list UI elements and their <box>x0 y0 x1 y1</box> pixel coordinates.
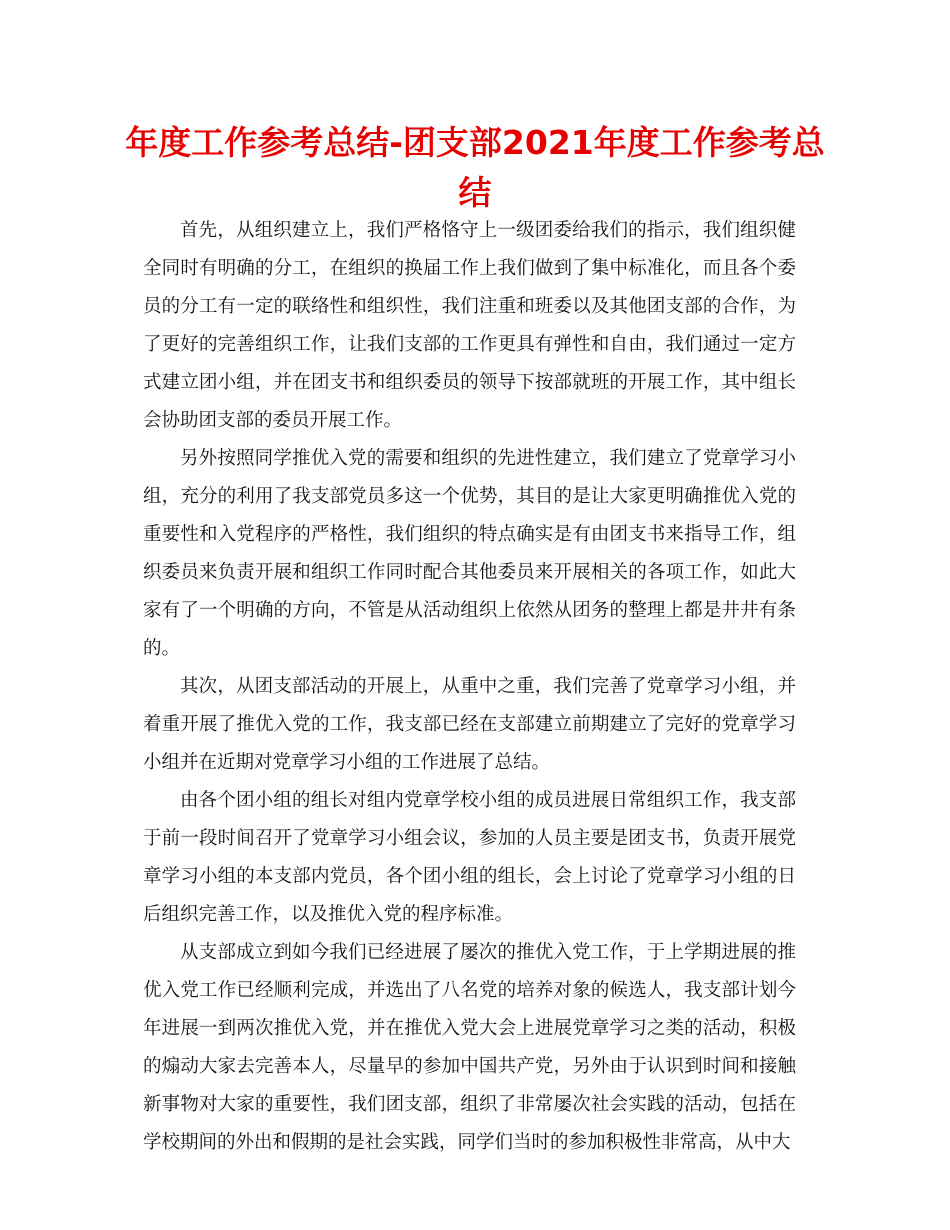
paragraph: 另外按照同学推优入党的需要和组织的先进性建立，我们建立了党章学习小组，充分的利用了我支部党员多这一个优势，其目的是让大家更明确推优入党的重要性和入党程序的严格性，我们组织的特点确实是有由团支书来指导工作，组织委员来负责开展和组织工作同时配合其他委员来开展相关的各项工作，如此大家有了一个明确的方向，不管是从活动组织上依然从团务的整理上都是井井有条的。 <box>143 448 796 659</box>
document-title: 年度工作参考总结-团支部2021年度工作参考总结 <box>125 123 825 212</box>
paragraph: 首先，从组织建立上，我们严格恪守上一级团委给我们的指示，我们组织健全同时有明确的分工，在组织的换届工作上我们做到了集中标准化，而且各个委员的分工有一定的联络性和组织性，我们注重和班委以及其他团支部的合作，为了更好的完善组织工作，让我们支部的工作更具有弹性和自由，我们通过一定方式建立团小组，并在团支书和组织委员的领导下按部就班的开展工作，其中组长会协助团支部的委员开展工作。 <box>143 220 796 431</box>
paragraph: 从支部成立到如今我们已经进展了屡次的推优入党工作，于上学期进展的推优入党工作已经顺利完成，并选出了八名党的培养对象的候选人，我支部计划今年进展一到两次推优入党，并在推优入党大会上进展党章学习之类的活动，积极的煽动大家去完善本人，尽量早的参加中国共产党，另外由于认识到时间和接触新事物对大家的重要性，我们团支部，组织了非常屡次社会实践的活动，包括在学校期间的外出和假期的是社会实践，同学们当时的参加积极性非常高，从中大 <box>143 942 796 1153</box>
document-body <box>143 212 796 1162</box>
paragraph: 由各个团小组的组长对组内党章学校小组的成员进展日常组织工作，我支部于前一段时间召开了党章学习小组会议，参加的人员主要是团支书，负责开展党章学习小组的本支部内党员，各个团小组的组长，会上讨论了党章学习小组的日后组织完善工作，以及推优入党的程序标准。 <box>143 790 796 925</box>
paragraph: 其次，从团支部活动的开展上，从重中之重，我们完善了党章学习小组，并着重开展了推优入党的工作，我支部已经在支部建立前期建立了完好的党章学习小组并在近期对党章学习小组的工作进展了总结。 <box>143 676 796 773</box>
